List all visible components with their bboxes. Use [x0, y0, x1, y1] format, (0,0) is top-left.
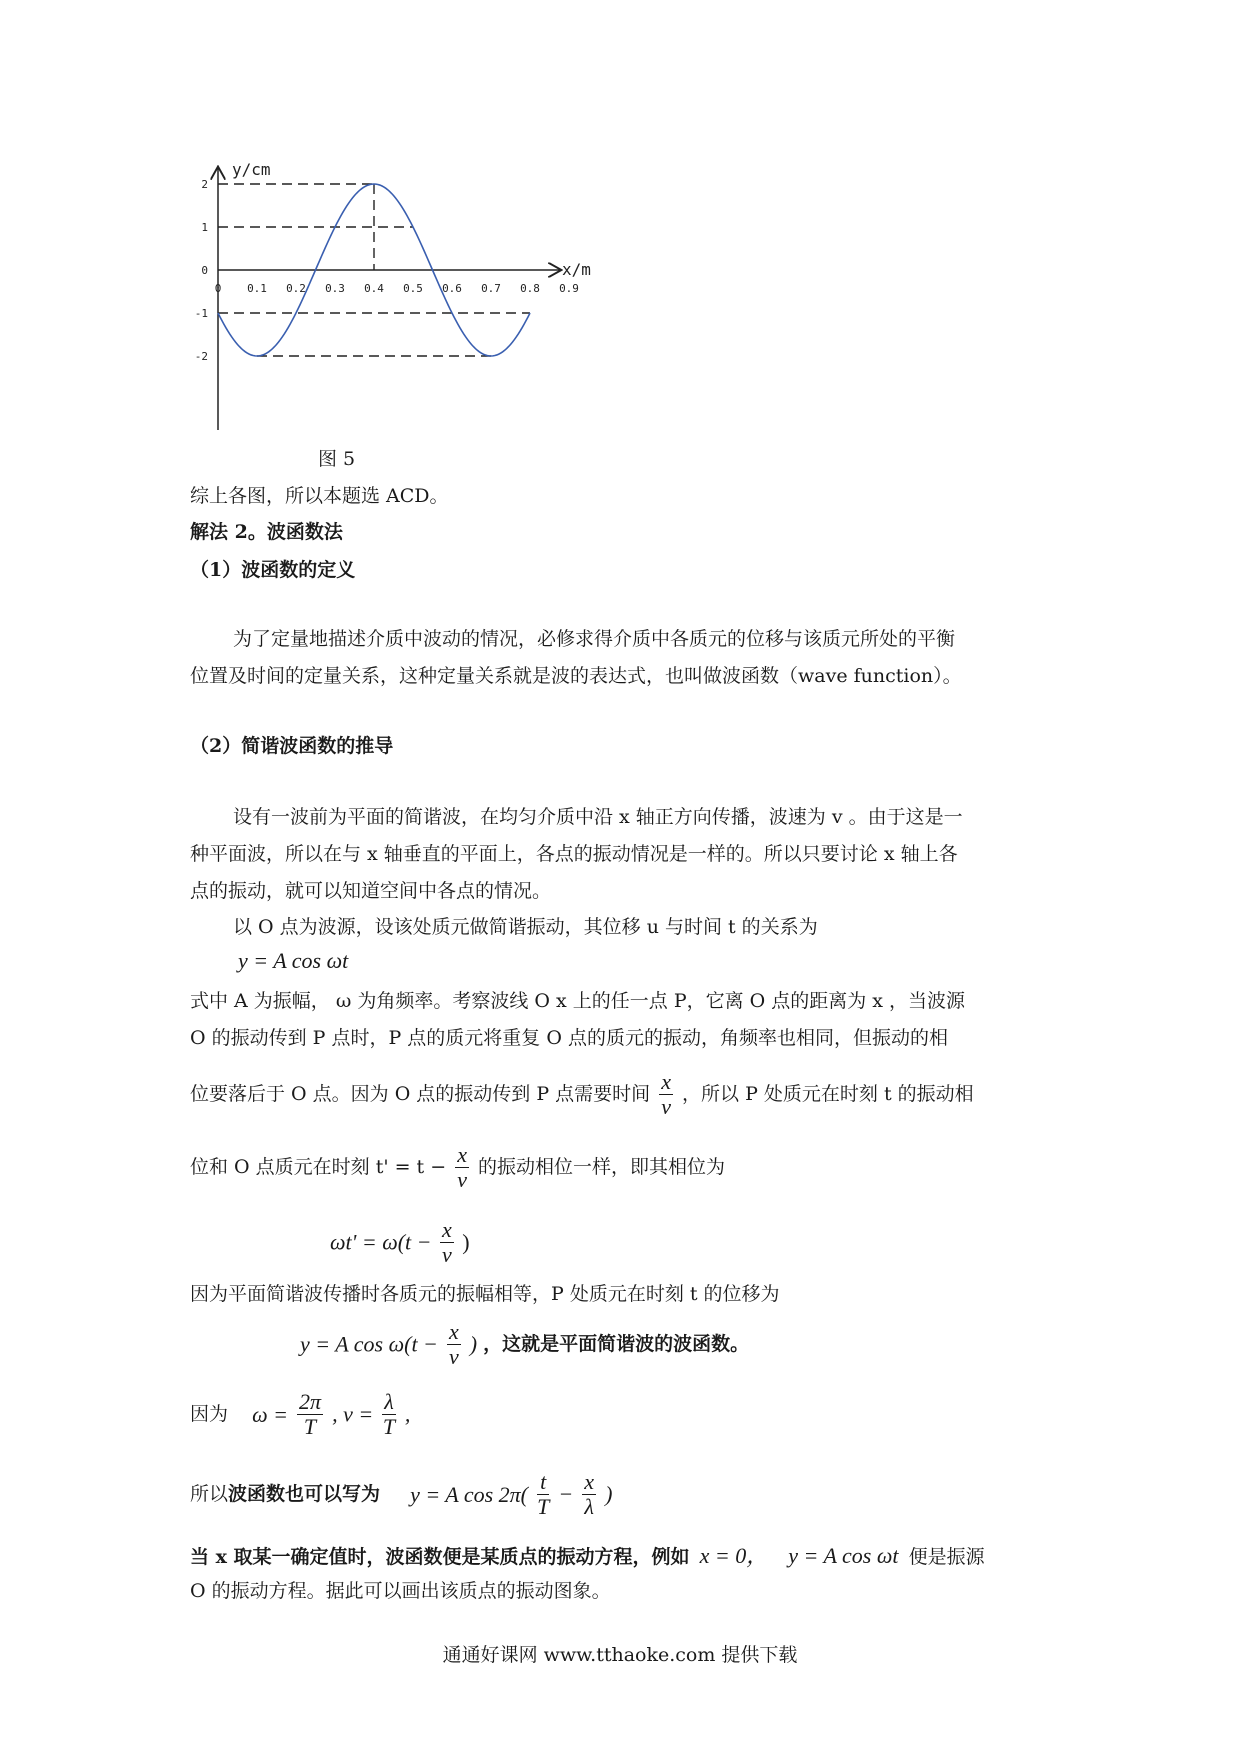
p5-a: 位和 O 点质元在时刻 t' = t −: [190, 1156, 447, 1179]
frac-den: λ: [584, 1494, 594, 1520]
y-tick-label: -2: [194, 350, 208, 363]
section1-heading: （1）波函数的定义: [190, 559, 356, 581]
x-tick-label: 0.3: [325, 282, 345, 295]
fraction-x-over-v: [455, 1143, 469, 1192]
p3-line: 以 O 点为波源，设该处质元做简谐振动，其位移 u 与时间 t 的关系为: [233, 916, 818, 938]
x-tick-label: 0.6: [442, 282, 462, 295]
frac-den: v: [661, 1094, 671, 1120]
p1-line1: 为了定量地描述介质中波动的情况，必修求得介质中各质元的位移与该质元所处的平衡: [233, 628, 956, 650]
eq5-minus: −: [558, 1481, 574, 1507]
last-line1: [190, 1545, 1070, 1567]
frac-den: v: [448, 1344, 459, 1370]
eq4-b: , v =: [332, 1401, 374, 1427]
last-eq-b: y = A cos ωt: [788, 1543, 899, 1568]
wave-figure: [190, 160, 670, 440]
p4-line1: 式中 A 为振幅， ω 为角频率。考察波线 O x 上的任一点 P，它离 O 点的距离为 x ，当波源: [190, 990, 966, 1012]
frac-num: λ: [384, 1389, 394, 1414]
because-label: 因为: [190, 1403, 229, 1426]
eq3-a: y = A cos ω(t −: [300, 1331, 438, 1357]
x-tick-label: 0: [214, 282, 222, 295]
fraction-t-over-T: [537, 1470, 549, 1519]
last-l1-a: 当 x 取某一确定值时，波函数便是某质点的振动方程，例如: [190, 1546, 690, 1568]
y-tick-label: 0: [201, 264, 208, 277]
last-eq-a: x = 0，: [699, 1543, 769, 1568]
p2-line3: 点的振动，就可以知道空间中各点的情况。: [190, 880, 552, 902]
fraction-lambda-over-T: [382, 1390, 396, 1439]
fraction-x-over-v: [447, 1320, 461, 1369]
eq4-a: ω =: [252, 1401, 288, 1427]
frac-den: T: [303, 1414, 317, 1440]
so-prefix: 所以: [190, 1483, 229, 1506]
so-bold: 波函数也可以写为: [228, 1483, 381, 1506]
frac-num: x: [448, 1319, 459, 1344]
frac-den: v: [442, 1242, 452, 1268]
x-tick-label: 0.5: [403, 282, 423, 295]
frac-num: t: [537, 1470, 549, 1495]
last-l1-b: 便是振源: [908, 1546, 985, 1568]
p4-line3-b: ，所以 P 处质元在时刻 t 的振动相: [682, 1083, 974, 1106]
eq5-close: ): [605, 1481, 613, 1507]
eq2-close: ): [462, 1229, 470, 1255]
y-axis-label: y/cm: [232, 160, 271, 179]
summary-line: 综上各图，所以本题选 ACD。: [190, 485, 449, 507]
eq3-close: ): [469, 1331, 478, 1357]
eq5-a: y = A cos 2π(: [410, 1481, 529, 1507]
frac-num: x: [457, 1142, 467, 1167]
x-tick-label: 0.8: [520, 282, 540, 295]
fraction-2pi-over-T: [297, 1390, 323, 1439]
x-tick-label: 0.4: [364, 282, 384, 295]
section2-heading: （2）简谐波函数的推导: [190, 735, 394, 757]
x-tick-label: 0.9: [559, 282, 579, 295]
last-line2: O 的振动方程。据此可以画出该质点的振动图象。: [190, 1580, 611, 1602]
x-tick-label: 0.7: [481, 282, 501, 295]
frac-den: T: [537, 1494, 550, 1520]
eq4-comma: ,: [404, 1401, 411, 1427]
equation-3-line: [300, 1320, 1180, 1369]
plot-axes: [218, 168, 560, 430]
p2-line2: 种平面波，所以在与 x 轴垂直的平面上，各点的振动情况是一样的。所以只要讨论 x 轴上各: [190, 843, 958, 865]
equation-1: y = A cos ωt: [238, 948, 349, 973]
p4-line2: O 的振动传到 P 点时，P 点的质元将重复 O 点的质元的振动，角频率也相同，但振动的相: [190, 1027, 948, 1049]
fraction-x-over-v: [440, 1218, 454, 1267]
equation-2: [330, 1218, 1210, 1267]
so-line: [190, 1470, 1070, 1519]
fraction-x-over-v: [659, 1070, 673, 1119]
p4-line3: [190, 1070, 1070, 1119]
fraction-x-over-lambda: [582, 1470, 596, 1519]
eq3-tail: ，这就是平面简谐波的波函数。: [483, 1333, 750, 1356]
frac-den: v: [457, 1167, 467, 1193]
y-tick-label: 2: [201, 178, 208, 191]
page-footer: 通通好课网 www.tthaoke.com 提供下载: [442, 1644, 798, 1666]
p2-line1: 设有一波前为平面的简谐波，在均匀介质中沿 x 轴正方向传播，波速为 v 。由于这是一: [233, 806, 963, 828]
because-line: [190, 1390, 1070, 1439]
x-tick-label: 0.1: [247, 282, 267, 295]
x-tick-label: 0.2: [286, 282, 306, 295]
p5-line: [190, 1143, 1070, 1192]
frac-num: x: [584, 1469, 595, 1494]
figure-caption: 图 5: [318, 448, 356, 470]
x-axis-label: x/m: [562, 260, 591, 279]
p5-b: 的振动相位一样，即其相位为: [478, 1156, 726, 1179]
y-tick-label: -1: [194, 307, 208, 320]
p4-line3-a: 位要落后于 O 点。因为 O 点的振动传到 P 点需要时间: [190, 1083, 651, 1106]
p1-line2: 位置及时间的定量关系，这种定量关系就是波的表达式，也叫做波函数（wave function）。: [190, 665, 962, 687]
frac-den: T: [382, 1414, 396, 1440]
y-tick-label: 1: [201, 221, 208, 234]
frac-num: x: [661, 1069, 671, 1094]
p6-line: 因为平面简谐波传播时各质元的振幅相等，P 处质元在时刻 t 的位移为: [190, 1283, 780, 1305]
eq2-a: ωt' = ω(t −: [330, 1229, 432, 1255]
method2-heading: 解法 2。波函数法: [190, 521, 343, 543]
frac-num: x: [442, 1217, 452, 1242]
frac-num: 2π: [299, 1389, 322, 1414]
